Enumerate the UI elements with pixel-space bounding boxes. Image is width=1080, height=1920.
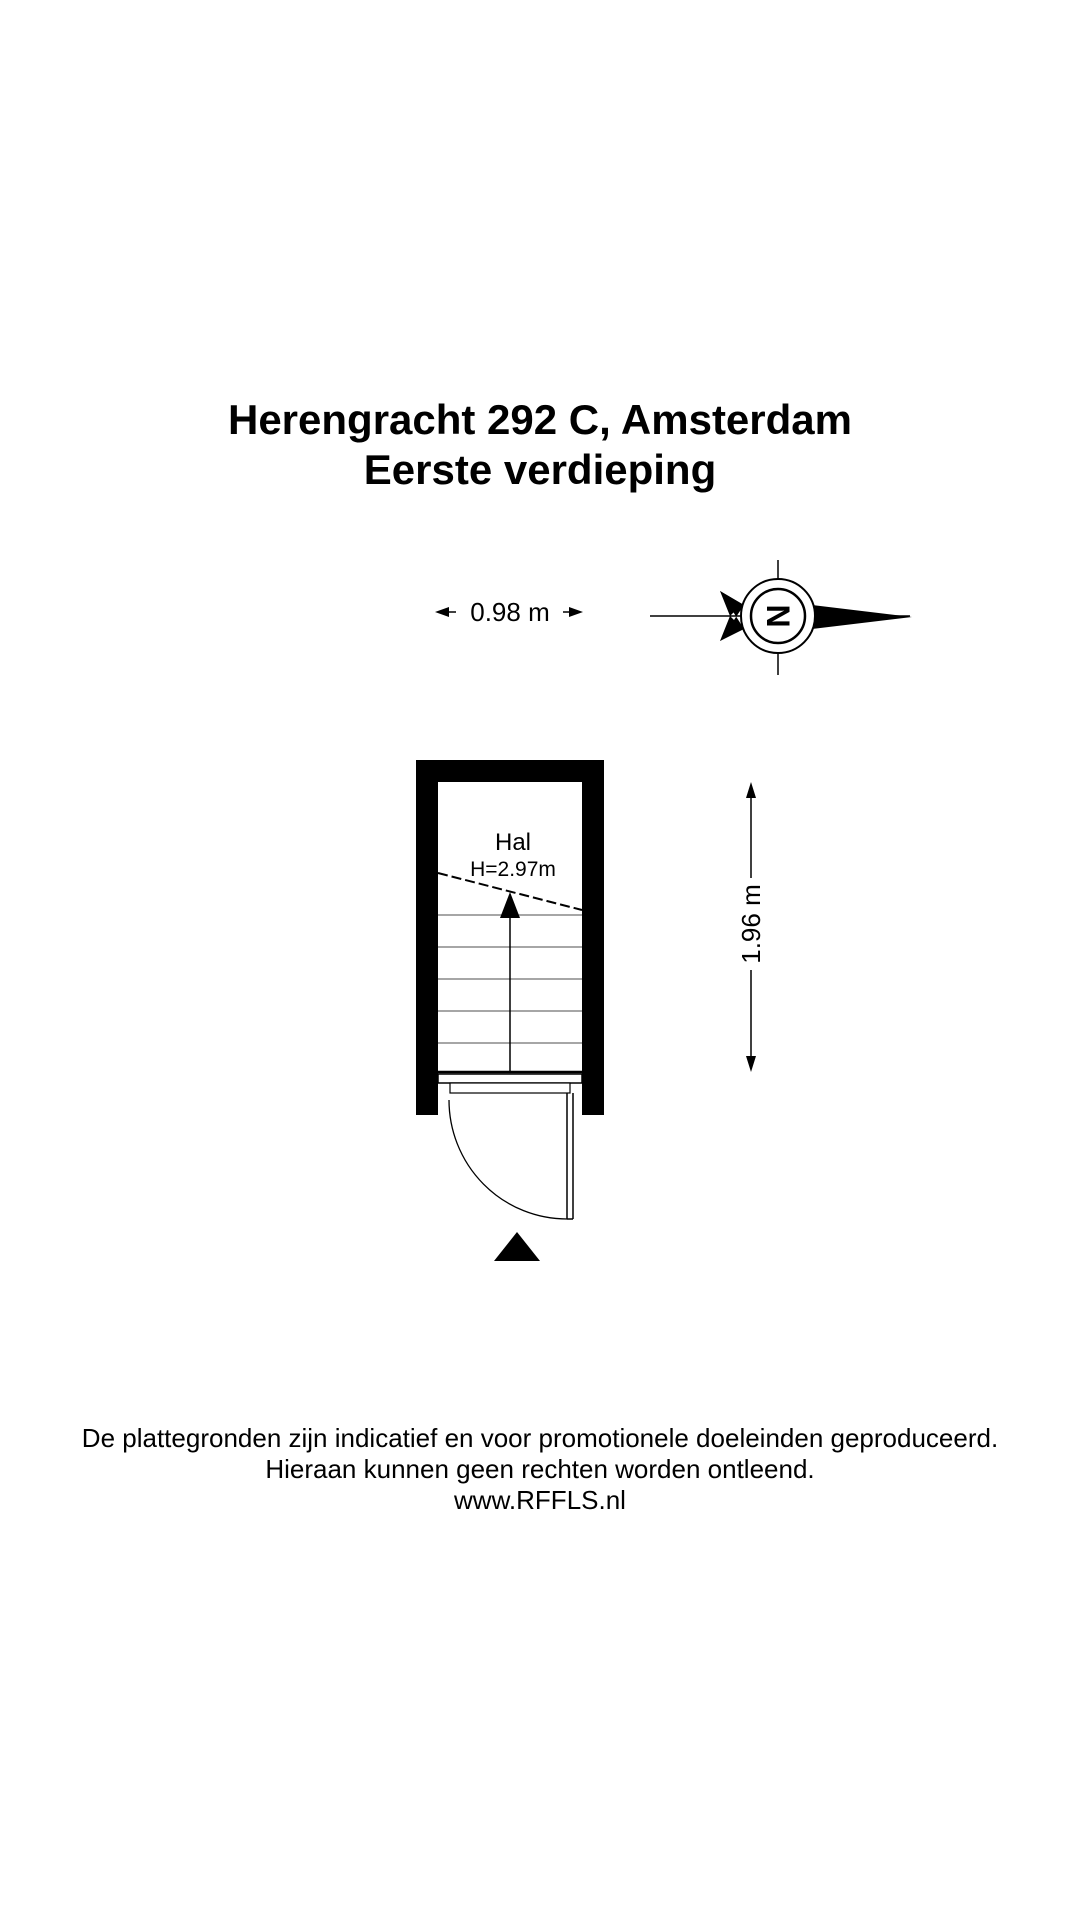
disclaimer-line-2: Hieraan kunnen geen rechten worden ontleend. [265, 1454, 815, 1484]
width-dimension-label: 0.98 m [470, 597, 550, 627]
width-arrow-left-icon [435, 607, 449, 617]
height-arrow-bottom-icon [746, 1056, 756, 1072]
wall-left [416, 760, 438, 1115]
disclaimer-line-1: De plattegronden zijn indicatief en voor promotionele doeleinden geproduceerd. [81, 1423, 999, 1453]
height-dimension [736, 782, 766, 1072]
wall-right [582, 760, 604, 1115]
room-height: H=2.97m [470, 858, 556, 881]
wall-top [416, 760, 604, 782]
north-arrow-compass-icon [650, 560, 912, 675]
disclaimer-footer [0, 1423, 1080, 1516]
width-arrow-right-icon [569, 607, 583, 617]
stair-up-arrow-icon [500, 892, 520, 918]
height-dimension-label: 1.96 m [736, 884, 766, 964]
page-title: Herengracht 292 C, Amsterdam [227, 396, 852, 443]
room-name-hal: Hal [494, 829, 532, 856]
width-dimension [435, 597, 583, 627]
website-link[interactable]: www.RFFLS.nl [454, 1485, 626, 1515]
compass-letter: N [760, 604, 796, 628]
entrance-triangle-icon [494, 1232, 540, 1261]
door-threshold [438, 1072, 582, 1093]
floor-subtitle: Eerste verdieping [363, 446, 717, 493]
door-swing-arc [449, 1100, 567, 1219]
stair [438, 873, 582, 1072]
entrance-door [449, 1093, 573, 1219]
